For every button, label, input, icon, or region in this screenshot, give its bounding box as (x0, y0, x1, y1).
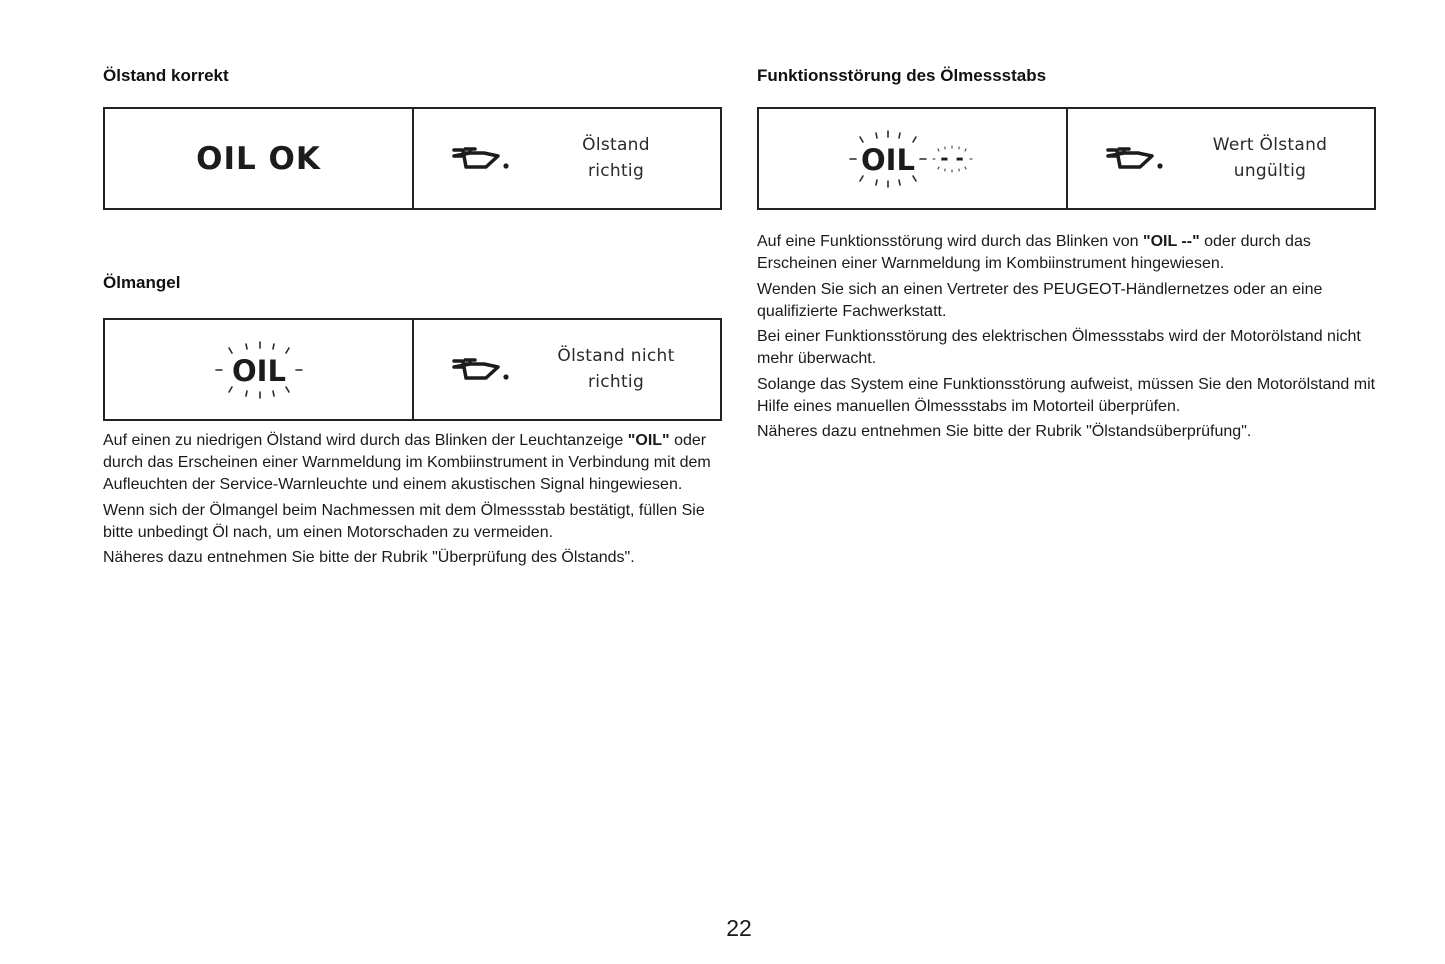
panel-low-oil (103, 318, 722, 421)
indicator-area (414, 109, 720, 208)
dashes-display-text: - - (939, 145, 964, 170)
oil-display-text: OIL (860, 142, 915, 177)
lcd-line-1: Wert Ölstand (1212, 135, 1328, 155)
lcd-line-1: Ölstand nicht (557, 346, 675, 366)
oil-display-text: OIL (231, 353, 286, 388)
lcd-message (544, 343, 688, 395)
oil-can-icon (450, 143, 512, 173)
lcd-message (1202, 132, 1338, 184)
heading-dipstick-fault: Funktionsstörung des Ölmessstabs (757, 66, 1047, 85)
heading-low-oil: Ölmangel (103, 273, 181, 292)
paragraph: Wenn sich der Ölmangel beim Nachmessen mit dem Ölmessstab bestätigt, füllen Sie bitte unbedingt Öl nach, um einen Motorschaden zu vermeiden. (103, 501, 705, 541)
page-number: 22 (726, 915, 752, 941)
blinking-oil-icon (214, 340, 304, 400)
oil-can-icon (450, 354, 512, 384)
oil-ok-text: OIL OK (196, 140, 321, 177)
lcd-line-1: Ölstand (582, 135, 650, 155)
panel-dipstick-fault (757, 107, 1376, 210)
blinking-oil-dashes-icon (848, 129, 978, 189)
display-oil-dashes-blinking (759, 109, 1068, 208)
panel-oil-level-correct (103, 107, 722, 210)
display-oil-blinking (105, 320, 414, 419)
low-oil-description (103, 430, 728, 573)
indicator-area (1068, 109, 1374, 208)
display-oil-ok (105, 109, 414, 208)
paragraph: Solange das System eine Funktionsstörung aufweist, müssen Sie den Motorölstand mit Hilfe eines manuellen Ölmessstabs im Motorteil überprüfen. (757, 375, 1376, 415)
paragraph: Auf eine Funktionsstörung wird durch das Blinken von "OIL --" oder durch das Erscheinen einer Warnmeldung im Kombiinstrument hingewiesen. (757, 233, 1311, 272)
paragraph: Näheres dazu entnehmen Sie bitte der Rubrik "Überprüfung des Ölstands". (103, 549, 635, 566)
lcd-line-2: ungültig (1233, 161, 1307, 181)
paragraph: Wenden Sie sich an einen Vertreter des PEUGEOT-Händlernetzes oder an eine qualifizierte Fachwerkstatt. (757, 280, 1323, 320)
lcd-line-2: richtig (587, 372, 645, 392)
paragraph: Auf einen zu niedrigen Ölstand wird durch das Blinken der Leuchtanzeige "OIL" oder durch das Erscheinen einer Warnmeldung im Kombiinstrument in Verbindung mit dem Aufleuchten der Service-Warnleuchte und einem akustischen Signal hingewiesen. (103, 432, 711, 493)
indicator-area (414, 320, 720, 419)
paragraph: Bei einer Funktionsstörung des elektrischen Ölmessstabs wird der Motorölstand nicht mehr überwacht. (757, 328, 1361, 367)
dipstick-fault-description (757, 231, 1382, 447)
heading-oil-level-correct: Ölstand korrekt (103, 66, 229, 85)
oil-can-icon (1104, 143, 1166, 173)
paragraph: Näheres dazu entnehmen Sie bitte der Rubrik "Ölstandsüberprüfung". (757, 423, 1252, 440)
lcd-message (554, 132, 678, 184)
lcd-line-2: richtig (587, 161, 645, 181)
